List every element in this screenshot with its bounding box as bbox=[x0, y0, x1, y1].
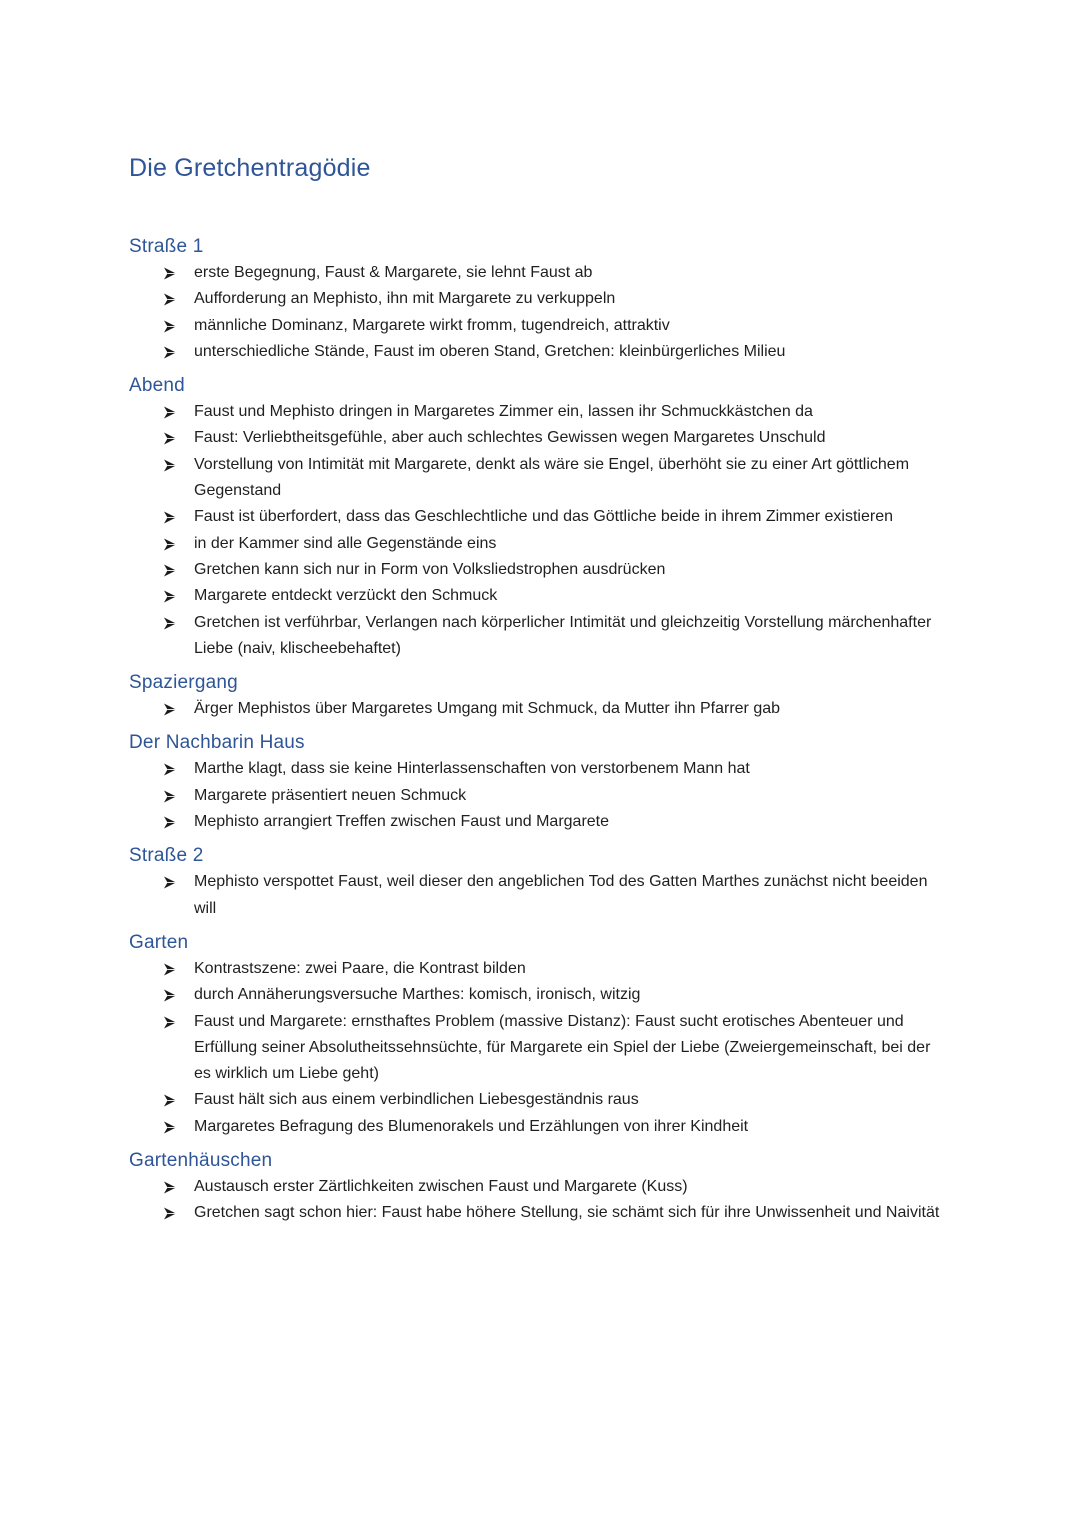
list-item bbox=[129, 1174, 949, 1200]
list-item-text: in der Kammer sind alle Gegenstände eins bbox=[194, 534, 497, 552]
document-title: Die Gretchentragödie bbox=[129, 154, 371, 182]
list-item bbox=[129, 869, 949, 922]
arrowhead-bullet-icon bbox=[163, 1181, 177, 1194]
section bbox=[129, 670, 949, 722]
arrowhead-bullet-icon bbox=[163, 790, 177, 803]
bullet-list bbox=[129, 756, 949, 835]
list-item bbox=[129, 425, 949, 451]
arrowhead-bullet-icon bbox=[163, 406, 177, 419]
bullet-list bbox=[129, 696, 949, 722]
arrowhead-bullet-icon bbox=[163, 989, 177, 1002]
list-item-text: Kontrastszene: zwei Paare, die Kontrast bilden bbox=[194, 959, 526, 977]
arrowhead-bullet-icon bbox=[163, 511, 177, 524]
list-item-text: durch Annäherungsversuche Marthes: komisch, ironisch, witzig bbox=[194, 986, 641, 1004]
list-item bbox=[129, 286, 949, 312]
list-item-text: Marthe klagt, dass sie keine Hinterlassenschaften von verstorbenem Mann hat bbox=[194, 760, 750, 778]
section bbox=[129, 843, 949, 922]
list-item bbox=[129, 339, 949, 365]
list-item-text: Margarete präsentiert neuen Schmuck bbox=[194, 786, 467, 804]
list-item bbox=[129, 1200, 949, 1226]
list-item bbox=[129, 313, 949, 339]
arrowhead-bullet-icon bbox=[163, 1121, 177, 1134]
list-item bbox=[129, 1087, 949, 1113]
arrowhead-bullet-icon bbox=[163, 1016, 177, 1029]
list-item-text: unterschiedliche Stände, Faust im oberen Stand, Gretchen: kleinbürgerliches Milieu bbox=[194, 342, 786, 360]
list-item bbox=[129, 756, 949, 782]
list-item-text: Gretchen sagt schon hier: Faust habe höhere Stellung, sie schämt sich für ihre Unwissenheit und Naivität bbox=[194, 1204, 940, 1222]
list-item-text: Faust ist überfordert, dass das Geschlechtliche und das Göttliche beide in ihrem Zimmer existieren bbox=[194, 508, 893, 526]
bullet-list bbox=[129, 956, 949, 1140]
list-item-text: Mephisto verspottet Faust, weil dieser den angeblichen Tod des Gatten Marthes zunächst nicht beeiden will bbox=[194, 873, 928, 917]
arrowhead-bullet-icon bbox=[163, 590, 177, 603]
list-item-text: Margaretes Befragung des Blumenorakels und Erzählungen von ihrer Kindheit bbox=[194, 1117, 749, 1135]
arrowhead-bullet-icon bbox=[163, 876, 177, 889]
list-item bbox=[129, 956, 949, 982]
section-heading: Der Nachbarin Haus bbox=[129, 732, 305, 754]
section bbox=[129, 234, 949, 365]
list-item bbox=[129, 583, 949, 609]
list-item bbox=[129, 809, 949, 835]
arrowhead-bullet-icon bbox=[163, 459, 177, 472]
arrowhead-bullet-icon bbox=[163, 1207, 177, 1220]
section-heading: Straße 1 bbox=[129, 236, 204, 257]
list-item bbox=[129, 531, 949, 557]
list-item-text: Mephisto arrangiert Treffen zwischen Faust und Margarete bbox=[194, 813, 610, 831]
arrowhead-bullet-icon bbox=[163, 432, 177, 445]
arrowhead-bullet-icon bbox=[163, 267, 177, 280]
list-item bbox=[129, 557, 949, 583]
list-item-text: Gretchen kann sich nur in Form von Volksliedstrophen ausdrücken bbox=[194, 560, 666, 578]
list-item bbox=[129, 610, 949, 663]
list-item-text: Faust und Margarete: ernsthaftes Problem (massive Distanz): Faust sucht erotisches Abenteuer und Erfüllung seiner Absolutheitssehnsüchte, für Margarete ein Spiel der Liebe (Zweiergemeinschaft, bei der es wirklich um Liebe geht) bbox=[194, 1012, 931, 1083]
arrowhead-bullet-icon bbox=[163, 346, 177, 359]
bullet-list bbox=[129, 869, 949, 922]
list-item bbox=[129, 452, 949, 505]
section-heading: Straße 2 bbox=[129, 845, 204, 867]
list-item bbox=[129, 399, 949, 425]
arrowhead-bullet-icon bbox=[163, 816, 177, 829]
list-item bbox=[129, 1009, 949, 1088]
list-item-text: Gretchen ist verführbar, Verlangen nach körperlicher Intimität und gleichzeitig Vorstellung märchenhafter Liebe (naiv, klischeebehaftet) bbox=[194, 613, 932, 657]
section-heading: Abend bbox=[129, 375, 185, 397]
list-item-text: Faust: Verliebtheitsgefühle, aber auch schlechtes Gewissen wegen Margaretes Unschuld bbox=[194, 429, 826, 447]
list-item bbox=[129, 504, 949, 530]
bullet-list bbox=[129, 399, 949, 662]
arrowhead-bullet-icon bbox=[163, 617, 177, 630]
arrowhead-bullet-icon bbox=[163, 293, 177, 306]
list-item-text: Vorstellung von Intimität mit Margarete, denkt als wäre sie Engel, überhöht sie zu einer Art göttlichem Gegenstand bbox=[194, 455, 910, 500]
list-item-text: männliche Dominanz, Margarete wirkt fromm, tugendreich, attraktiv bbox=[194, 316, 670, 334]
section-heading: Gartenhäuschen bbox=[129, 1150, 273, 1172]
arrowhead-bullet-icon bbox=[163, 564, 177, 577]
list-item-text: Margarete entdeckt verzückt den Schmuck bbox=[194, 587, 498, 605]
list-item-text: Faust hält sich aus einem verbindlichen Liebesgeständnis raus bbox=[194, 1091, 639, 1109]
list-item-text: Austausch erster Zärtlichkeiten zwischen Faust und Margarete (Kuss) bbox=[194, 1178, 688, 1196]
list-item bbox=[129, 696, 949, 722]
arrowhead-bullet-icon bbox=[163, 1094, 177, 1107]
arrowhead-bullet-icon bbox=[163, 703, 177, 716]
list-item bbox=[129, 1114, 949, 1140]
section bbox=[129, 373, 949, 662]
section-heading: Spaziergang bbox=[129, 672, 238, 694]
section bbox=[129, 730, 949, 835]
arrowhead-bullet-icon bbox=[163, 538, 177, 551]
document-page bbox=[129, 150, 949, 1235]
list-item bbox=[129, 260, 949, 286]
section bbox=[129, 930, 949, 1140]
section-heading: Garten bbox=[129, 931, 189, 953]
list-item bbox=[129, 982, 949, 1008]
arrowhead-bullet-icon bbox=[163, 763, 177, 776]
arrowhead-bullet-icon bbox=[163, 320, 177, 333]
section bbox=[129, 1148, 949, 1227]
list-item-text: Aufforderung an Mephisto, ihn mit Margarete zu verkuppeln bbox=[194, 290, 616, 308]
sections-container bbox=[129, 234, 949, 1227]
list-item-text: Faust und Mephisto dringen in Margaretes Zimmer ein, lassen ihr Schmuckkästchen da bbox=[194, 403, 813, 421]
arrowhead-bullet-icon bbox=[163, 963, 177, 976]
bullet-list bbox=[129, 1174, 949, 1227]
bullet-list bbox=[129, 260, 949, 365]
list-item-text: erste Begegnung, Faust & Margarete, sie lehnt Faust ab bbox=[194, 264, 593, 281]
list-item bbox=[129, 783, 949, 809]
list-item-text: Ärger Mephistos über Margaretes Umgang mit Schmuck, da Mutter ihn Pfarrer gab bbox=[194, 700, 781, 718]
